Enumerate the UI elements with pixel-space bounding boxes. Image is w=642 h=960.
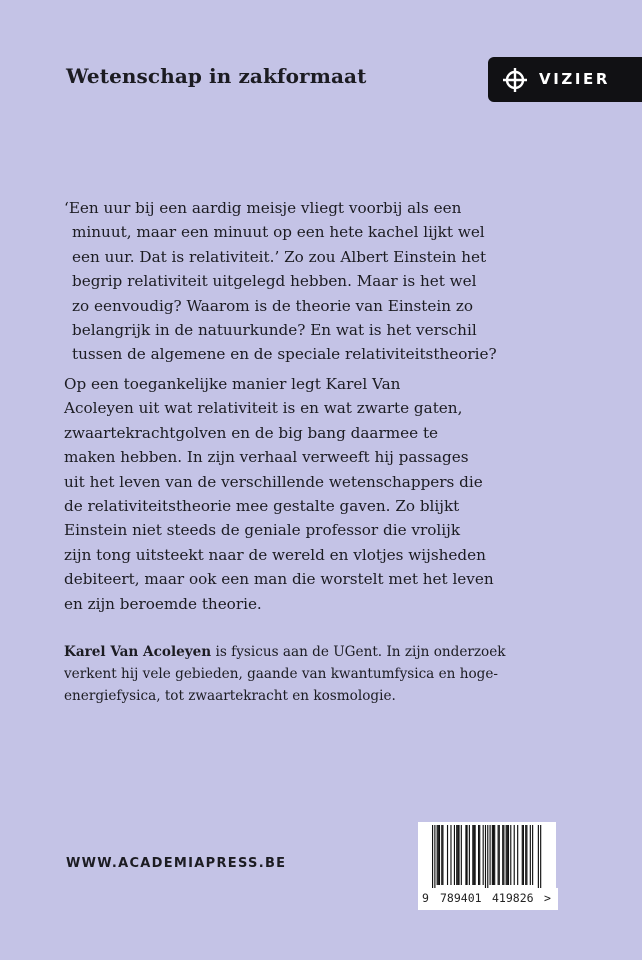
barcode-bar <box>538 825 539 888</box>
barcode-bar <box>493 825 494 885</box>
barcode-bar <box>523 825 524 885</box>
author-bio-line: verkent hij vele gebieden, gaande van kwantumfysica en hoge- <box>64 666 499 682</box>
barcode-bar <box>522 825 523 885</box>
barcode-bar <box>478 825 479 885</box>
barcode-bar <box>494 825 495 885</box>
barcode-bar <box>432 825 433 888</box>
author-name: Karel Van Acoleyen <box>64 644 212 660</box>
author-bio-text: is fysicus aan de UGent. In zijn onderzoek <box>211 644 506 660</box>
barcode-bar <box>502 825 503 885</box>
barcode-left-digits: 789401 <box>440 891 482 905</box>
barcode-bar <box>510 825 511 885</box>
barcode-bar <box>467 825 468 885</box>
barcode-bar <box>487 825 488 888</box>
barcode-right-digits: 419826 <box>492 891 534 905</box>
barcode-bar <box>475 825 476 885</box>
summary-line: Op een toegankelijke manier legt Karel Van <box>64 375 401 393</box>
barcode-bar <box>483 825 484 885</box>
barcode-bar <box>479 825 480 885</box>
barcode-lead-digit: 9 <box>422 891 429 905</box>
barcode-bar <box>457 825 458 885</box>
barcode-bar <box>530 825 531 885</box>
crosshair-icon <box>502 67 528 93</box>
barcode-bar <box>461 825 462 885</box>
barcode-bar <box>492 825 493 885</box>
barcode-bar <box>498 825 499 885</box>
barcode-bar <box>450 825 451 885</box>
barcode-bar <box>469 825 470 885</box>
author-bio <box>64 641 584 707</box>
barcode-bar <box>439 825 440 885</box>
barcode-bar <box>447 825 448 885</box>
publisher-brand-tab <box>488 57 642 102</box>
barcode-bar <box>434 825 435 888</box>
quote-line: tussen de algemene en de speciale relativiteitstheorie? <box>72 345 497 364</box>
quote-line: zo eenvoudig? Waarom is de theorie van Einstein zo <box>72 296 473 315</box>
summary-line: Acoleyen uit wat relativiteit is en wat zwarte gaten, <box>64 399 463 418</box>
barcode-bar <box>507 825 508 885</box>
summary-line: de relativiteitstheorie mee gestalte gaven. Zo blijkt <box>64 497 460 516</box>
summary-line: maken hebben. In zijn verhaal verweeft hij passages <box>64 448 469 467</box>
series-title: Wetenschap in zakformaat <box>66 64 367 88</box>
isbn-barcode <box>418 822 556 912</box>
summary-paragraph <box>64 372 584 616</box>
author-bio-line: energiefysica, tot zwaartekracht en kosmologie. <box>64 688 396 704</box>
barcode-bar <box>441 825 442 885</box>
barcode-bar <box>517 825 518 885</box>
quote-line: ‘Een uur bij een aardig meisje vliegt voorbij als een <box>64 199 462 217</box>
quote-line: begrip relativiteit uitgelegd hebben. Maar is het wel <box>72 272 477 291</box>
summary-line: en zijn beroemde theorie. <box>64 594 262 613</box>
barcode-bar <box>506 825 507 885</box>
quote-line: belangrijk in de natuurkunde? En wat is het verschil <box>72 321 477 340</box>
summary-line: debiteert, maar ook een man die worstelt met het leven <box>64 570 494 589</box>
summary-line: zwaartekrachtgolven en de big bang daarmee te <box>64 423 439 442</box>
barcode-bar <box>438 825 439 885</box>
summary-line: uit het leven van de verschillende wetenschappers die <box>64 472 483 491</box>
barcode-end-mark: > <box>544 891 551 905</box>
barcode-bar <box>473 825 474 885</box>
barcode-bar <box>514 825 515 885</box>
publisher-website: WWW.ACADEMIAPRESS.BE <box>66 856 287 871</box>
barcode-bar <box>458 825 459 885</box>
barcode-bar <box>540 825 541 888</box>
summary-line: zijn tong uitsteekt naar de wereld en vlotjes wijsheden <box>64 545 486 564</box>
summary-line: Einstein niet steeds de geniale professor die vrolijk <box>64 521 461 540</box>
barcode-bar <box>465 825 466 885</box>
barcode-bar <box>490 825 491 885</box>
barcode-bar <box>508 825 509 885</box>
quote-line: minuut, maar een minuut op een hete kachel lijkt wel <box>72 223 485 242</box>
barcode-bar <box>442 825 443 885</box>
barcode-digits <box>418 888 558 910</box>
brand-name: VIZIER <box>539 70 611 88</box>
barcode-bar <box>454 825 455 885</box>
author-bio-line <box>64 641 584 663</box>
barcode-bar <box>456 825 457 885</box>
barcode-bars <box>418 822 556 888</box>
barcode-bar <box>499 825 500 885</box>
barcode-bar <box>532 825 533 885</box>
barcode-bar <box>503 825 504 885</box>
barcode-bar <box>526 825 527 885</box>
barcode-bar <box>472 825 473 885</box>
barcode-bar <box>437 825 438 885</box>
quote-paragraph <box>64 196 584 367</box>
barcode-bar <box>525 825 526 885</box>
barcode-bar <box>485 825 486 888</box>
quote-line: een uur. Dat is relativiteit.’ Zo zou Albert Einstein het <box>72 247 487 266</box>
